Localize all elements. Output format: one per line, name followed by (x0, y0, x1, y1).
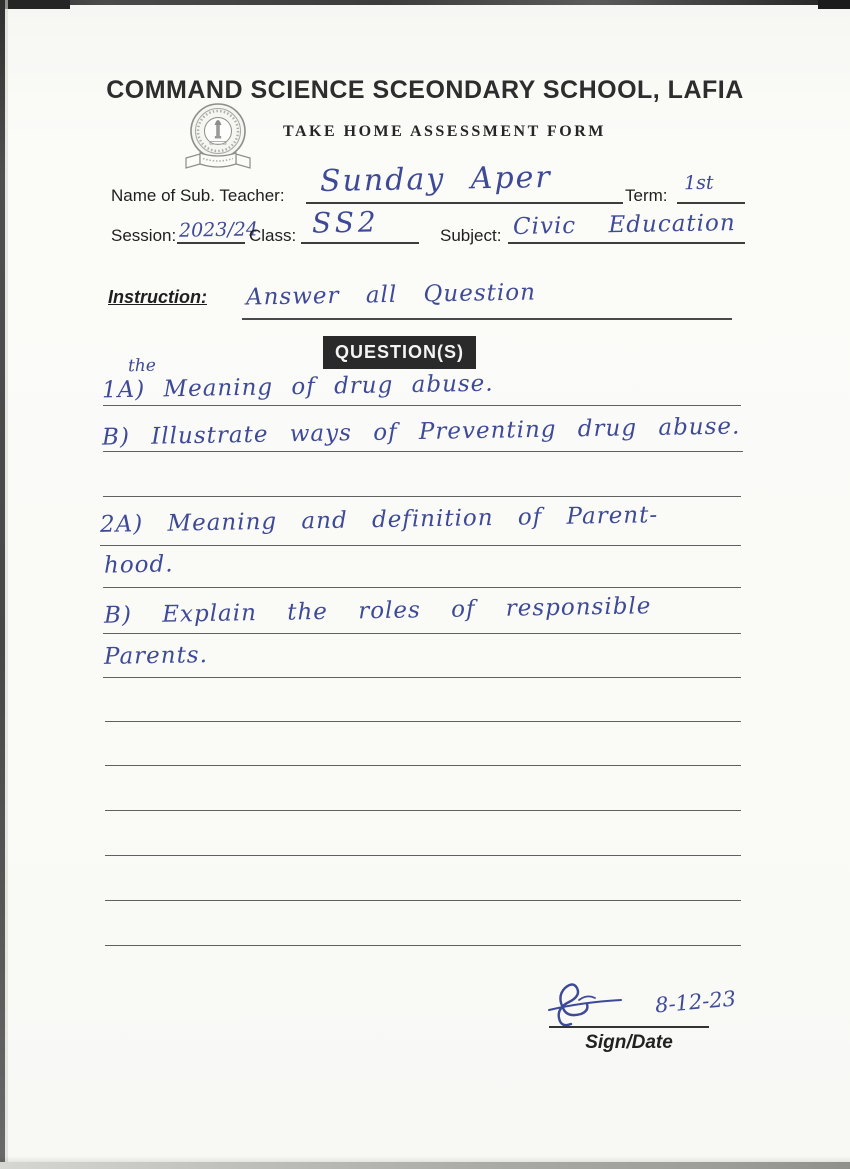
scan-edge-top (0, 0, 850, 5)
teacher-name-label: Name of Sub. Teacher: (111, 186, 285, 205)
ruled-line (103, 405, 741, 406)
ruled-line (103, 587, 741, 588)
teacher-name-value: Sunday Aper (319, 159, 553, 200)
term-line (677, 202, 745, 204)
handwritten-insert-the: the (127, 355, 157, 377)
subject-line (508, 242, 745, 244)
ruled-line (100, 545, 741, 546)
signature-date: 8-12-23 (654, 986, 737, 1018)
class-line (301, 242, 419, 244)
sign-date-label: Sign/Date (585, 1032, 673, 1053)
term-value: 1st (683, 171, 714, 195)
school-name: COMMAND SCIENCE SCEONDARY SCHOOL, LAFIA (106, 76, 744, 104)
handwritten-question-line: Parents. (103, 642, 209, 670)
ruled-line (103, 677, 741, 678)
instruction-value: Answer all Question (245, 279, 537, 311)
signature-line (549, 1026, 709, 1028)
subject-value: Civic Education (512, 210, 736, 240)
session-value: 2023/24 (178, 218, 259, 242)
class-label: Class: (249, 226, 297, 245)
ruled-line (105, 810, 741, 811)
ruled-line (103, 633, 741, 634)
form-title: TAKE HOME ASSESSMENT FORM (283, 123, 606, 140)
session-label: Session: (111, 226, 177, 245)
ruled-line (105, 721, 741, 722)
class-value: SS2 (311, 205, 380, 240)
signature-scribble (543, 980, 663, 1032)
handwritten-question-line: B) Explain the roles of responsible (103, 593, 652, 629)
handwritten-question-line: 1A) Meaning of drug abuse. (101, 370, 494, 404)
scan-edge-left-shadow (5, 0, 8, 1169)
subject-label: Subject: (440, 226, 502, 245)
handwritten-question-line: 2A) Meaning and definition of Parent- (99, 502, 659, 538)
scan-edge-bottom (0, 1162, 850, 1169)
instruction-line (242, 318, 732, 320)
teacher-name-line (306, 202, 623, 204)
handwritten-question-line: hood. (103, 551, 174, 579)
ruled-line (103, 451, 743, 452)
term-label: Term: (625, 186, 668, 205)
session-line (177, 242, 245, 244)
ruled-line (105, 855, 741, 856)
ruled-line (105, 765, 741, 766)
school-crest-icon (176, 101, 260, 175)
ruled-line (103, 496, 741, 497)
scan-edge-top-left (0, 0, 70, 9)
handwritten-question-line: B) Illustrate ways of Preventing drug abuse. (101, 413, 741, 451)
ruled-line (105, 900, 741, 901)
ruled-line (105, 945, 741, 946)
scan-edge-top-right (818, 0, 850, 9)
instruction-label: Instruction: (108, 287, 207, 307)
questions-header: QUESTION(S) (323, 336, 476, 369)
